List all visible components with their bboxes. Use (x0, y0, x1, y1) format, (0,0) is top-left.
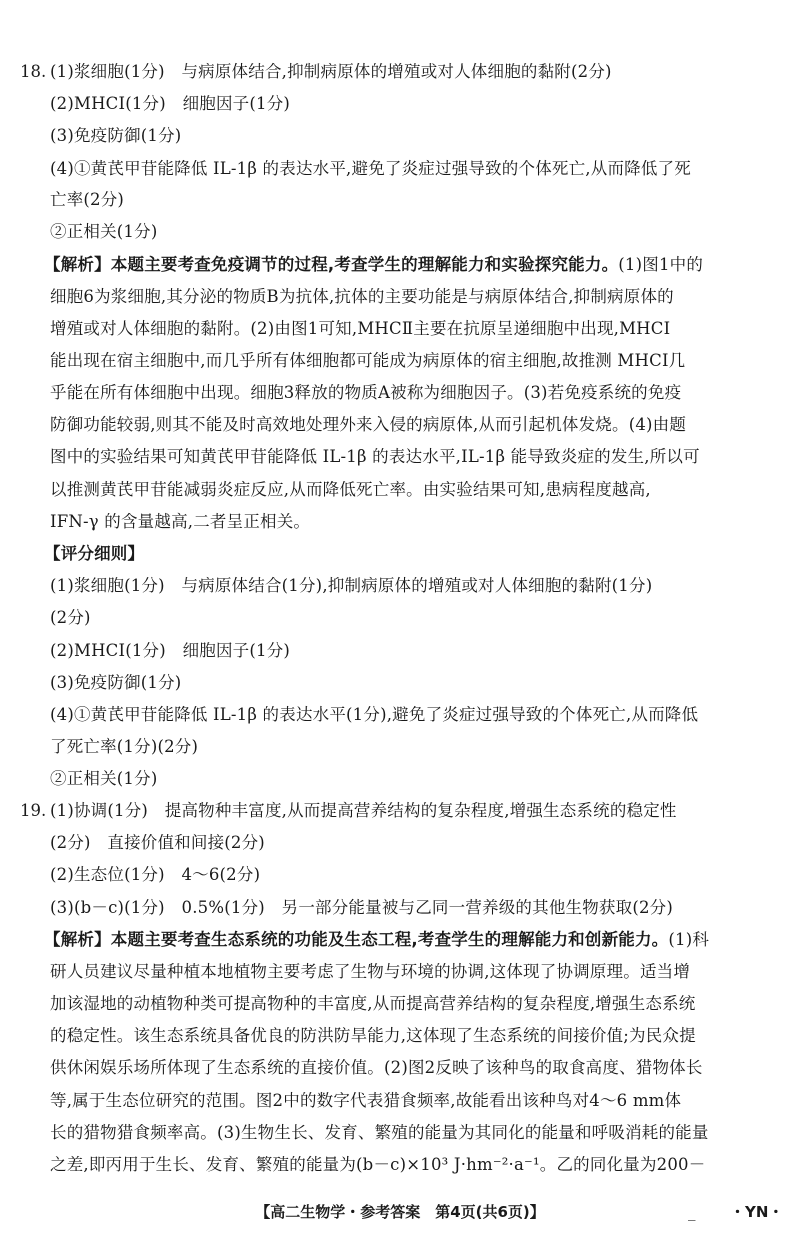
q18-scoring-line-7: ②正相关(1分) (50, 769, 158, 788)
q18-scoring-head: 【评分细则】 (44, 544, 145, 563)
q19-line-4: (3)(b－c)(1分) 0.5%(1分) 另一部分能量被与乙同一营养级的其他生物获取(2分) (50, 898, 673, 917)
q18-scoring-line-6: 了死亡率(1分)(2分) (50, 737, 199, 756)
q18-analysis-line-1 (44, 254, 764, 276)
q18-line-6: ②正相关(1分) (50, 222, 158, 241)
q19-analysis-line-7: 长的猎物猎食频率高。(3)生物生长、发育、繁殖的能量为其同化的能量和呼吸消耗的能量 (50, 1123, 709, 1142)
q18-number: 18. (20, 62, 47, 81)
q19-analysis-line-2: 研人员建议尽量种植本地植物主要考虑了生物与环境的协调,这体现了协调原理。适当增 (50, 962, 691, 981)
q19-number: 19. (20, 801, 47, 820)
q18-analysis-line-9: IFN-γ 的含量越高,二者呈正相关。 (50, 512, 311, 531)
q18-analysis-line-5: 乎能在所有体细胞中出现。细胞3释放的物质A被称为细胞因子。(3)若免疫系统的免疫 (50, 383, 682, 402)
q19-analysis-line-1 (44, 929, 764, 951)
q19-line-3: (2)生态位(1分) 4～6(2分) (50, 865, 261, 884)
q18-scoring-line-1: (1)浆细胞(1分) 与病原体结合(1分),抑制病原体的增殖或对人体细胞的黏附(1分) (50, 576, 653, 595)
q19-analysis-head: 【解析】本题主要考查生态系统的功能及生态工程,考查学生的理解能力和创新能力。 (44, 930, 669, 949)
q19-analysis-line-3: 加该湿地的动植物种类可提高物种的丰富度,从而提高营养结构的复杂程度,增强生态系统 (50, 994, 696, 1013)
q18-analysis-line-7: 图中的实验结果可知黄芪甲苷能降低 IL-1β 的表达水平,IL-1β 能导致炎症的发生,所以可 (50, 447, 700, 466)
q18-analysis-line-3: 增殖或对人体细胞的黏附。(2)由图1可知,MHCⅡ主要在抗原呈递细胞中出现,MHCⅠ (50, 319, 671, 338)
footer-mark: _ (688, 1203, 696, 1221)
q18-line-2: (2)MHCⅠ(1分) 细胞因子(1分) (50, 94, 291, 113)
q18-line-5: 亡率(2分) (50, 190, 125, 209)
page-footer (0, 1201, 800, 1223)
q18-analysis-line-4: 能出现在宿主细胞中,而几乎所有体细胞都可能成为病原体的宿主细胞,故推测 MHCⅠ几 (50, 351, 686, 370)
footer-region-code: ・YN・ (730, 1203, 784, 1221)
q19-analysis-line-8: 之差,即丙用于生长、发育、繁殖的能量为(b－c)×10³ J·hm⁻²·a⁻¹。乙的同化量为200－ (50, 1155, 706, 1174)
q18-analysis-head: 【解析】本题主要考查免疫调节的过程,考查学生的理解能力和实验探究能力。 (44, 255, 619, 274)
q19-analysis-line-6: 等,属于生态位研究的范围。图2中的数字代表猎食频率,故能看出该种鸟对4～6 mm体 (50, 1091, 682, 1110)
q18-analysis-line-8: 以推测黄芪甲苷能减弱炎症反应,从而降低死亡率。由实验结果可知,患病程度越高, (50, 480, 651, 499)
q18-analysis-first: (1)图1中的 (618, 255, 704, 274)
q19-analysis-first: (1)科 (668, 930, 710, 949)
q19-line-1: (1)协调(1分) 提高物种丰富度,从而提高营养结构的复杂程度,增强生态系统的稳定性 (50, 801, 677, 820)
q18-scoring-line-2: (2分) (50, 608, 91, 627)
q19-line-2: (2分) 直接价值和间接(2分) (50, 833, 265, 852)
q18-scoring-line-4: (3)免疫防御(1分) (50, 673, 182, 692)
q18-line-3: (3)免疫防御(1分) (50, 126, 182, 145)
footer-page-info: 【高二生物学・参考答案 第4页(共6页)】 (255, 1203, 545, 1221)
q18-scoring-line-5: (4)①黄芪甲苷能降低 IL-1β 的表达水平(1分),避免了炎症过强导致的个体死亡,从而降低 (50, 705, 699, 724)
q18-analysis-line-6: 防御功能较弱,则其不能及时高效地处理外来入侵的病原体,从而引起机体发烧。(4)由题 (50, 415, 687, 434)
q18-scoring-line-3: (2)MHCⅠ(1分) 细胞因子(1分) (50, 641, 291, 660)
q18-line-4: (4)①黄芪甲苷能降低 IL-1β 的表达水平,避免了炎症过强导致的个体死亡,从而降低了死 (50, 159, 691, 178)
q19-analysis-line-5: 供休闲娱乐场所体现了生态系统的直接价值。(2)图2反映了该种鸟的取食高度、猎物体长 (50, 1058, 703, 1077)
q18-analysis-line-2: 细胞6为浆细胞,其分泌的物质B为抗体,抗体的主要功能是与病原体结合,抑制病原体的 (50, 287, 674, 306)
q19-analysis-line-4: 的稳定性。该生态系统具备优良的防洪防旱能力,这体现了生态系统的间接价值;为民众提 (50, 1026, 696, 1045)
q18-line-1: (1)浆细胞(1分) 与病原体结合,抑制病原体的增殖或对人体细胞的黏附(2分) (50, 62, 612, 81)
